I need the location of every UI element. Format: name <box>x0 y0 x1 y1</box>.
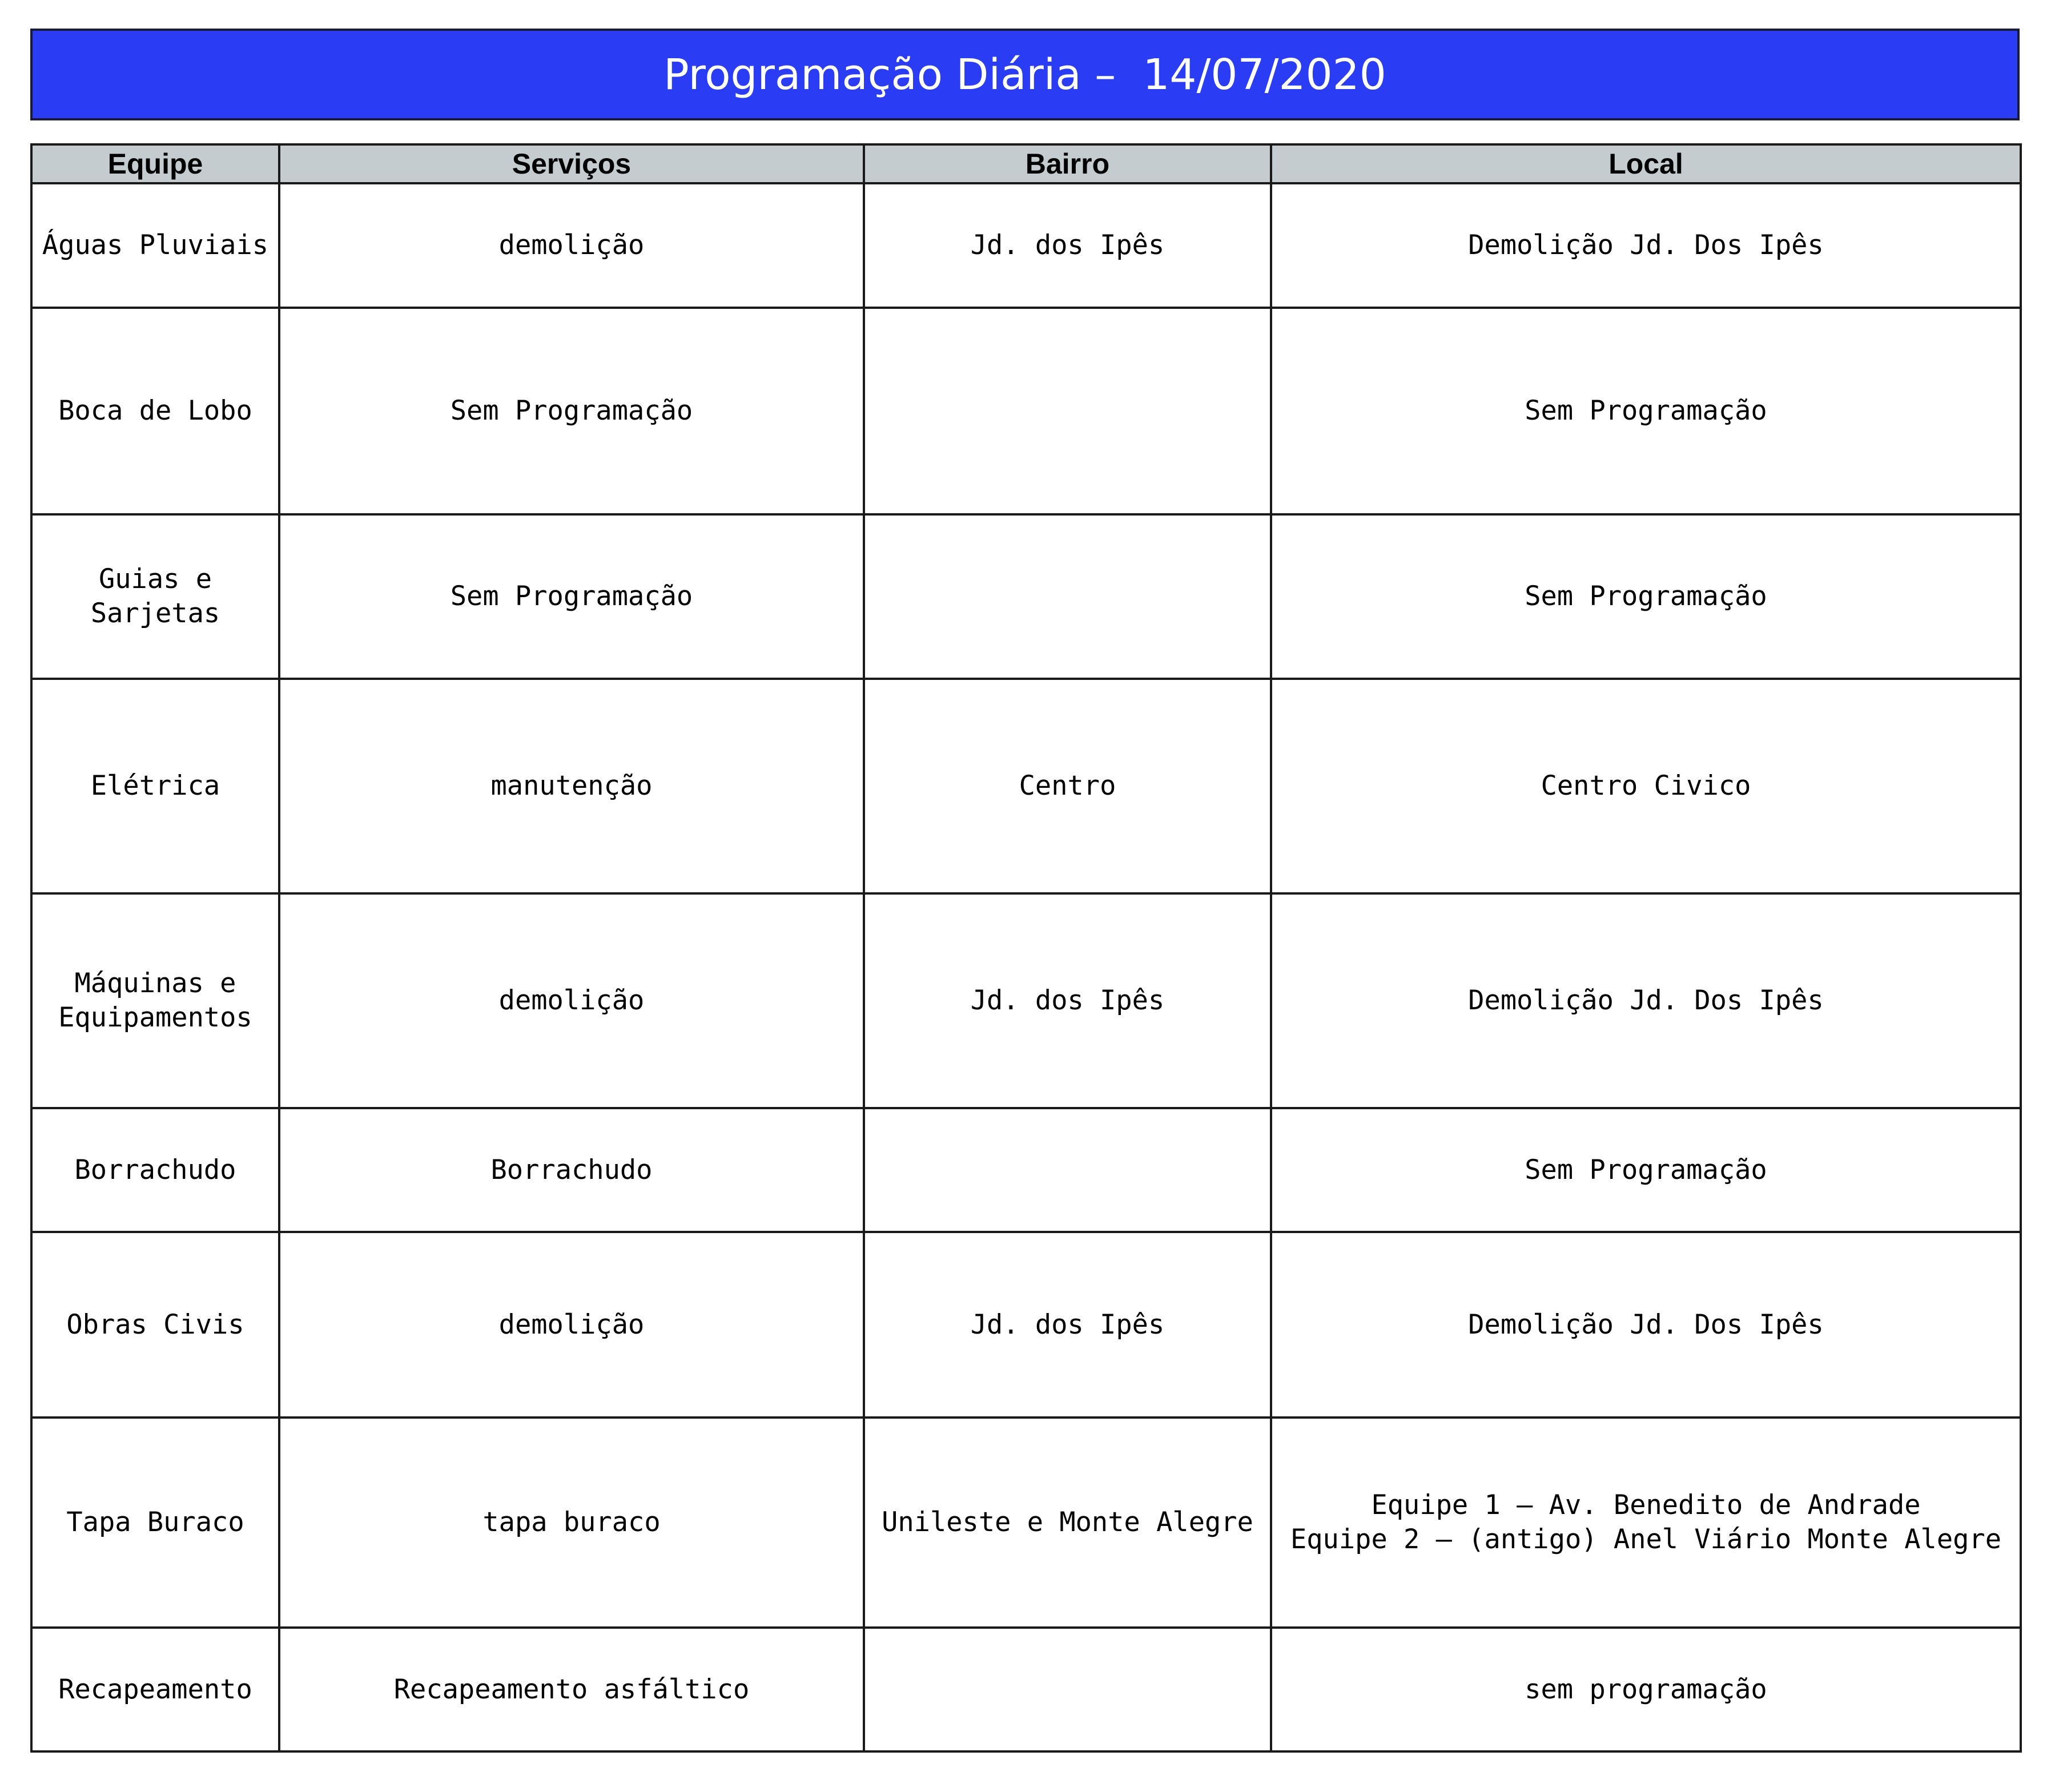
cell-servicos: Sem Programação <box>279 308 864 514</box>
cell-bairro: Centro <box>864 679 1271 893</box>
cell-equipe: Borrachudo <box>31 1108 279 1232</box>
cell-bairro <box>864 308 1271 514</box>
header-local: Local <box>1271 144 2021 183</box>
cell-bairro: Jd. dos Ipês <box>864 893 1271 1108</box>
cell-servicos: Borrachudo <box>279 1108 864 1232</box>
cell-bairro: Jd. dos Ipês <box>864 183 1271 308</box>
cell-local: Demolição Jd. Dos Ipês <box>1271 183 2021 308</box>
cell-equipe: Águas Pluviais <box>31 183 279 308</box>
cell-bairro <box>864 514 1271 679</box>
cell-equipe: Tapa Buraco <box>31 1418 279 1628</box>
cell-servicos: Recapeamento asfáltico <box>279 1628 864 1751</box>
table-row <box>31 183 2021 308</box>
cell-servicos: manutenção <box>279 679 864 893</box>
header-servicos: Serviços <box>279 144 864 183</box>
header-bairro: Bairro <box>864 144 1271 183</box>
cell-equipe: Obras Civis <box>31 1232 279 1418</box>
cell-servicos: demolição <box>279 893 864 1108</box>
cell-local: Sem Programação <box>1271 1108 2021 1232</box>
cell-local: Demolição Jd. Dos Ipês <box>1271 1232 2021 1418</box>
cell-equipe: Guias e Sarjetas <box>31 514 279 679</box>
cell-local: Sem Programação <box>1271 308 2021 514</box>
title-bar <box>30 29 2020 120</box>
cell-bairro: Jd. dos Ipês <box>864 1232 1271 1418</box>
cell-servicos: tapa buraco <box>279 1418 864 1628</box>
cell-equipe: Elétrica <box>31 679 279 893</box>
cell-equipe: Recapeamento <box>31 1628 279 1751</box>
cell-bairro <box>864 1628 1271 1751</box>
cell-local: Sem Programação <box>1271 514 2021 679</box>
table-row <box>31 1108 2021 1232</box>
cell-local: Centro Civico <box>1271 679 2021 893</box>
cell-local: Equipe 1 – Av. Benedito de Andrade Equipe 2 – (antigo) Anel Viário Monte Alegre <box>1271 1418 2021 1628</box>
cell-servicos: Sem Programação <box>279 514 864 679</box>
table-row <box>31 893 2021 1108</box>
table-row <box>31 1418 2021 1628</box>
header-equipe: Equipe <box>31 144 279 183</box>
table-row <box>31 308 2021 514</box>
cell-equipe: Máquinas e Equipamentos <box>31 893 279 1108</box>
table-row <box>31 514 2021 679</box>
table-row <box>31 1628 2021 1751</box>
cell-servicos: demolição <box>279 183 864 308</box>
cell-local: Demolição Jd. Dos Ipês <box>1271 893 2021 1108</box>
schedule-table <box>30 143 2022 1753</box>
cell-equipe: Boca de Lobo <box>31 308 279 514</box>
page-title: Programação Diária – 14/07/2020 <box>663 50 1386 99</box>
header-row <box>31 144 2021 183</box>
table-row <box>31 1232 2021 1418</box>
cell-bairro: Unileste e Monte Alegre <box>864 1418 1271 1628</box>
cell-bairro <box>864 1108 1271 1232</box>
cell-local: sem programação <box>1271 1628 2021 1751</box>
cell-servicos: demolição <box>279 1232 864 1418</box>
table-row <box>31 679 2021 893</box>
